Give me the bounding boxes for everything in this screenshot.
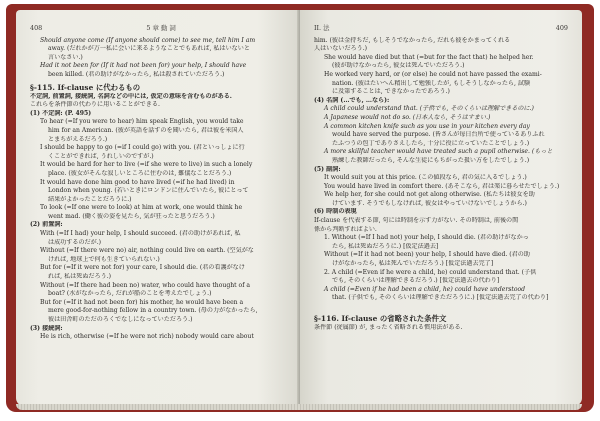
text-line: Without (=If it had not been) your help, I should have died. (君の助 [324,251,530,259]
text-line: It would suit you at this price. (この値段なら, 君の気に入るでしょう.) [324,174,527,182]
right-page-number: 409 [555,24,568,32]
text-line: But for (=If it had not been for) his mother, he would have been a [40,298,244,306]
text-line: would have served the purpose. (皆さんが毎日台所で使っているありふれ [332,131,545,139]
text-line: (彼が助けなかったら, 彼女は死んでいただろう.) [332,62,465,70]
text-line: に及第することは, できなかったであろう.) [332,88,450,96]
text-line: You would have lived in comfort there. (あそこなら, 君は楽に暮らせたでしょう.) [324,182,560,190]
text-line: But for (=If it were not for) your care, I should die. (君の看護がなけ [40,264,245,272]
left-page-number: 408 [30,24,43,32]
text-line: けがなかったら, 私は死んでいただろう.) [仮定法過去完了] [332,260,494,268]
text-line: To hear (=If you were to hear) him speak English, you would take [40,118,244,126]
right-running-head [314,24,568,33]
text-line: It would have done him good to have lived (=if he had lived) in [40,178,235,186]
text-line: これらを条件節の代わりに用いることができる. [30,101,160,109]
text-line: A child (=Even if he had been a child, he) could have understood [324,285,526,293]
text-line: To look (=If one were to look) at him at work, one would think he [40,204,243,212]
text-line: 言いなさい.) [48,53,83,61]
page-edges [16,404,582,410]
text-line: boat? (水がなかったら, だれが船のことを考えたでしょう.) [48,290,212,298]
text-line: nation. (彼はたいへん精出して勉強したが, もしそうしなかったら, 試験 [332,79,531,87]
text-line: If-clause を代表する節, 句には時制を示す力がない. その時制は, 前後の関 [314,217,519,225]
subsection-heading: (3) 接続詞: [30,324,63,332]
text-line: 彼は田舎町のただのろくでなしになっていただろう.) [48,316,193,323]
text-line: とまちがえるだろう.) [48,135,108,143]
text-line: away. (だれかが万一私に会いに来るようなことでもあれば, 私はいないと [48,45,250,53]
text-line: でも, そのくらいは理解できるだろう.) [仮定法過去の代わり] [332,277,500,285]
text-line: 熟練した教師だったら, そんな生徒にもちがった扱い方をしたでしょう.) [332,156,530,164]
text-line: She would have died but that (=but for the fact that) he helped her. [324,53,534,61]
text-line: him for an American. (彼が英語を話すのを聞いたら, 君は彼を米国人 [48,126,244,134]
text-line: Without (=If there had been no) water, who could have thought of a [40,281,251,289]
text-line: たふつうの包丁でありさえしたら, 十分に役に立っていたことでしょう.) [332,139,530,147]
left-page [16,10,300,406]
text-line: mere good-for-nothing fellow in a country town. (母の力がなかったら, [48,307,258,315]
text-line: Without (=If there were no) air, nothing could live on earth. (空気がな [40,247,254,255]
left-running-head [30,24,290,33]
text-line: We help her, for she could not get along otherwise. (私たちは彼女を助 [324,191,535,199]
text-line: A child could understand that. (子供でも, そのくらいは理解できるのに.) [324,105,534,113]
text-line: London when young. (若いときにロンドンに住んでいたら, 彼にとって [48,187,249,195]
open-book [6,4,594,412]
subsection-heading: (6) 時制の表現 [314,208,357,216]
text-line: place. (彼女がそんな寂しいところに住むのは, 難儀なことだろう.) [48,169,232,177]
subsection-heading: (5) 副詞: [314,165,341,173]
text-line: Should anyone come (If anyone should come) to see me, tell him I am [40,36,256,44]
text-line: A Japanese would not do so. (日本人なら, そうはすまい.) [324,113,491,121]
text-line: I should be happy to go (=if I could go) with you. (君といっしょに行 [40,144,245,152]
section-heading: §-116. If-clause の省略された条件文 [314,314,447,323]
text-line: 条件節 (従属節) が, まったく省略される慣用法がある. [314,324,463,331]
left-chapter-title: 5 章 動 詞 [146,24,176,32]
text-line: 1. Without (=If I had not) your help, I should die. (君の助けがなかっ [324,234,529,242]
text-line: Had it not been for (If it had not been for) your help, I should have [40,62,247,70]
text-line: けています. そうでもしなければ, 彼女はやっていけないでしょうから.) [332,199,527,207]
section-heading: §-115. If-clause に代わるもの [30,82,141,92]
text-line: ければ, 地球上で何も生きていられない.) [48,255,160,263]
right-chapter-title: II. 法 [314,24,330,32]
text-line: 人はいないだろう.) [314,45,368,53]
text-line: went mad. (働く彼の姿を見たら, 気が狂ったと思うだろう.) [48,212,215,220]
subsection-heading: (4) 名詞 (…でも, …なら): [314,96,390,104]
left-page-content [30,24,290,342]
text-line: He is rich, otherwise (=If he were not rich) nobody would care about [40,333,254,341]
text-line: With (=If I had) your help, I should succeed. (君の助けがあれば, 私 [40,230,241,238]
text-line: たら, 私は死ぬだろうに.) [仮定法過去] [332,242,439,250]
text-line: A more skillful teacher would have treated such a pupil otherwise. (もっと [324,148,553,156]
subsection-heading: (1) 不定詞: (P. 495) [30,109,92,117]
text-line: 結果がよかったことだろうに.) [48,195,132,203]
text-line: は成功するのだが.) [48,238,102,246]
text-line: くことができれば, うれしいのですが.) [48,152,154,160]
text-line: 係から判断すればよい. [314,225,377,233]
text-line: He worked very hard, or (or else) he could not have passed the exami- [324,70,542,78]
subsection-heading: (2) 前置詞: [30,221,63,229]
text-line: that. (子供でも, そのくらいは理解できただろうに.) [仮定法過去完了の代わり] [332,294,549,302]
text-line: him. (彼は金持ちだ, もしそうでなかったら, だれも彼をかまってくれる [314,36,511,44]
text-line: 不定詞, 前置詞, 接続詞, 名詞などの中には, 仮定の意味を含むものがある. [30,92,232,100]
right-page [300,10,582,406]
text-line: A common kitchen knife such as you use in your kitchen every day [324,122,530,130]
text-line: れば, 私は死ぬだろう.) [48,273,112,281]
right-page-content [314,24,568,333]
text-line: 2. A child (=Even if he were a child, he) could understand that. (子供 [324,268,537,276]
text-line: been killed. (君の助けがなかったら, 私は殺されていただろう.) [48,70,225,78]
text-line: It would be hard for her to live (=if she were to live) in such a lonely [40,161,253,169]
